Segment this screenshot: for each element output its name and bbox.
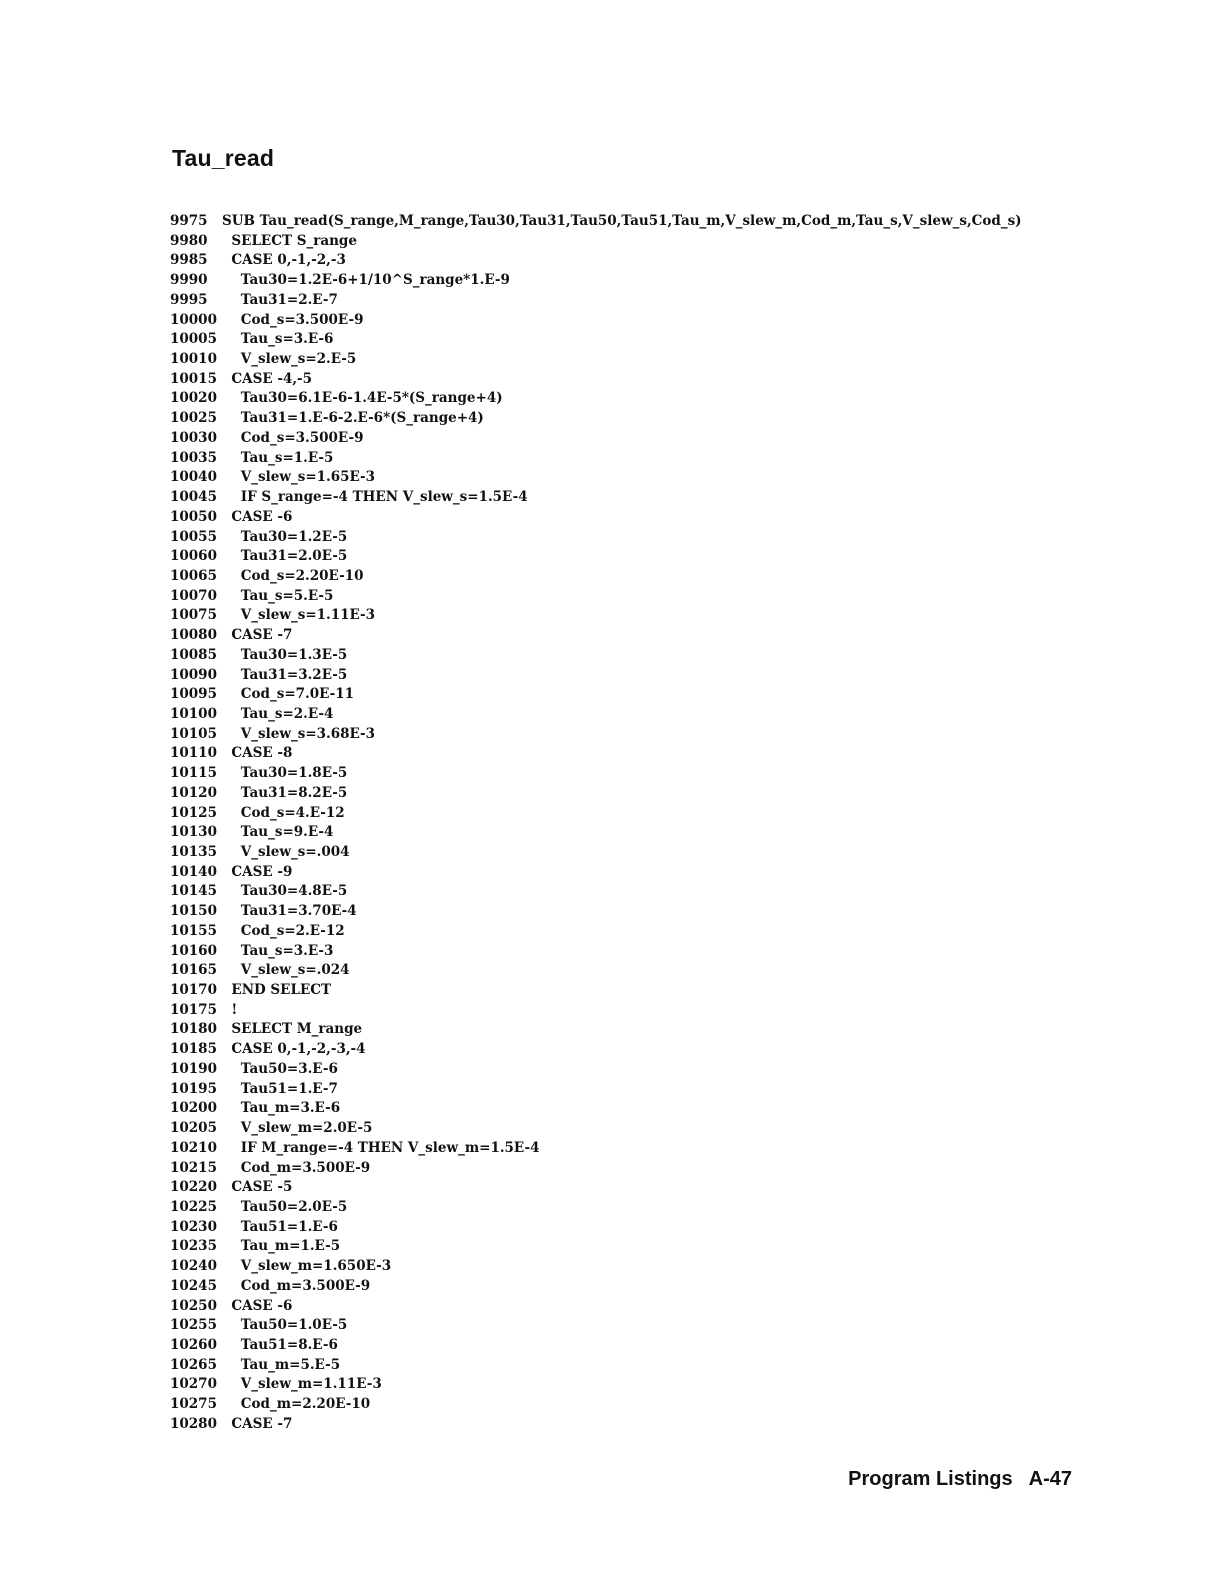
code-line bbox=[170, 764, 1022, 784]
code-line bbox=[170, 1356, 1022, 1376]
code-line bbox=[170, 389, 1022, 409]
footer-page-number: A-47 bbox=[1028, 1468, 1072, 1490]
code-line bbox=[170, 882, 1022, 902]
line-number: 10065 bbox=[170, 567, 217, 584]
line-number: 10040 bbox=[170, 469, 217, 486]
line-number: 10135 bbox=[170, 844, 217, 860]
code-line bbox=[170, 1060, 1022, 1080]
line-code: Tau31=8.2E-5 bbox=[222, 784, 348, 801]
line-number: 10000 bbox=[170, 311, 217, 328]
line-number: 10230 bbox=[170, 1218, 217, 1235]
code-line bbox=[170, 981, 1022, 1001]
line-code: Tau31=1.E-6-2.E-6*(S_range+4) bbox=[222, 410, 484, 427]
code-line bbox=[170, 863, 1022, 883]
line-code: CASE 0,-1,-2,-3,-4 bbox=[222, 1041, 366, 1058]
page-title: Tau_read bbox=[172, 145, 275, 171]
line-code: CASE -7 bbox=[222, 627, 293, 644]
code-line bbox=[170, 1277, 1022, 1297]
line-code: END SELECT bbox=[222, 982, 332, 999]
footer-section-title: Program Listings bbox=[848, 1468, 1013, 1490]
code-line bbox=[170, 449, 1022, 469]
code-line bbox=[170, 1297, 1022, 1317]
code-line bbox=[170, 1178, 1022, 1198]
line-code: Cod_s=2.E-12 bbox=[222, 922, 345, 939]
line-number: 10245 bbox=[170, 1277, 217, 1294]
line-number: 10025 bbox=[170, 410, 217, 427]
line-code: Tau_m=1.E-5 bbox=[222, 1238, 341, 1255]
line-number: 10265 bbox=[170, 1356, 217, 1373]
line-code: Tau_s=2.E-4 bbox=[222, 705, 334, 722]
line-code: CASE -7 bbox=[222, 1415, 293, 1432]
line-code: ! bbox=[222, 1001, 238, 1018]
line-number: 10105 bbox=[170, 725, 217, 742]
line-code: Tau30=6.1E-6-1.4E-5*(S_range+4) bbox=[222, 390, 503, 407]
line-code: SELECT S_range bbox=[222, 232, 357, 249]
line-number: 10215 bbox=[170, 1159, 217, 1176]
line-code: Tau50=2.0E-5 bbox=[222, 1198, 348, 1215]
line-number: 10095 bbox=[170, 686, 217, 703]
line-code: Cod_s=3.500E-9 bbox=[222, 311, 364, 328]
code-line bbox=[170, 784, 1022, 804]
code-line bbox=[170, 646, 1022, 666]
line-number: 10110 bbox=[170, 745, 217, 762]
line-code: Tau51=1.E-6 bbox=[222, 1218, 338, 1235]
line-code: Tau_s=3.E-3 bbox=[222, 942, 334, 959]
line-number: 10030 bbox=[170, 429, 217, 446]
line-code: V_slew_s=.024 bbox=[222, 962, 350, 979]
code-line bbox=[170, 1316, 1022, 1336]
line-code: V_slew_s=1.65E-3 bbox=[222, 469, 376, 486]
line-number: 10050 bbox=[170, 508, 217, 525]
code-line bbox=[170, 1336, 1022, 1356]
code-line bbox=[170, 744, 1022, 764]
code-line bbox=[170, 961, 1022, 981]
code-line bbox=[170, 212, 1022, 232]
code-line bbox=[170, 409, 1022, 429]
line-number: 10210 bbox=[170, 1139, 217, 1156]
line-code: V_slew_s=3.68E-3 bbox=[222, 725, 376, 742]
line-number: 10145 bbox=[170, 883, 217, 900]
code-line bbox=[170, 1020, 1022, 1040]
line-number: 9980 bbox=[170, 232, 208, 249]
line-number: 10160 bbox=[170, 942, 217, 959]
code-line bbox=[170, 725, 1022, 745]
code-line bbox=[170, 587, 1022, 607]
line-code: IF M_range=-4 THEN V_slew_m=1.5E-4 bbox=[222, 1139, 540, 1156]
line-code: Tau50=3.E-6 bbox=[222, 1060, 338, 1077]
code-line bbox=[170, 1415, 1022, 1435]
code-line bbox=[170, 370, 1022, 390]
line-code: Tau_s=3.E-6 bbox=[222, 331, 334, 348]
code-line bbox=[170, 685, 1022, 705]
line-code: Cod_m=3.500E-9 bbox=[222, 1277, 371, 1294]
line-number: 10035 bbox=[170, 449, 217, 466]
code-line bbox=[170, 508, 1022, 528]
line-number: 9975 bbox=[170, 213, 208, 229]
code-line bbox=[170, 922, 1022, 942]
line-code: Tau31=3.2E-5 bbox=[222, 666, 348, 683]
code-line bbox=[170, 606, 1022, 626]
line-code: Tau51=8.E-6 bbox=[222, 1336, 338, 1353]
line-code: V_slew_m=2.0E-5 bbox=[222, 1120, 373, 1137]
line-number: 10205 bbox=[170, 1120, 217, 1137]
code-line bbox=[170, 1257, 1022, 1277]
line-code: Tau_s=5.E-5 bbox=[222, 587, 334, 604]
line-code: Tau51=1.E-7 bbox=[222, 1080, 338, 1097]
line-code: Tau31=3.70E-4 bbox=[222, 903, 357, 920]
line-code: Tau30=4.8E-5 bbox=[222, 883, 348, 900]
line-number: 10150 bbox=[170, 903, 217, 920]
line-number: 10115 bbox=[170, 765, 217, 782]
code-line bbox=[170, 429, 1022, 449]
code-line bbox=[170, 350, 1022, 370]
line-number: 10185 bbox=[170, 1041, 217, 1058]
line-number: 10235 bbox=[170, 1238, 217, 1255]
line-number: 10220 bbox=[170, 1179, 217, 1196]
line-number: 10240 bbox=[170, 1258, 217, 1275]
line-number: 10015 bbox=[170, 370, 217, 387]
code-line bbox=[170, 1375, 1022, 1395]
line-number: 10225 bbox=[170, 1198, 217, 1215]
line-number: 10200 bbox=[170, 1100, 217, 1117]
code-line bbox=[170, 902, 1022, 922]
line-code: CASE -4,-5 bbox=[222, 370, 313, 387]
code-line bbox=[170, 1099, 1022, 1119]
line-code: V_slew_s=1.11E-3 bbox=[222, 607, 376, 624]
line-code: Tau30=1.2E-6+1/10^S_range*1.E-9 bbox=[222, 272, 510, 289]
line-code: CASE 0,-1,-2,-3 bbox=[222, 252, 346, 269]
line-code: Cod_m=3.500E-9 bbox=[222, 1159, 371, 1176]
line-code: V_slew_m=1.11E-3 bbox=[222, 1376, 382, 1393]
code-line bbox=[170, 823, 1022, 843]
line-number: 10085 bbox=[170, 646, 217, 663]
line-number: 10125 bbox=[170, 804, 217, 821]
line-code: CASE -9 bbox=[222, 863, 293, 880]
line-code: CASE -6 bbox=[222, 508, 293, 525]
line-number: 10165 bbox=[170, 962, 217, 979]
line-number: 10070 bbox=[170, 587, 217, 604]
line-number: 10020 bbox=[170, 390, 217, 407]
line-code: Tau_s=1.E-5 bbox=[222, 449, 334, 466]
line-number: 10270 bbox=[170, 1376, 217, 1393]
line-number: 10060 bbox=[170, 548, 217, 565]
line-code: Cod_s=3.500E-9 bbox=[222, 429, 364, 446]
line-number: 10170 bbox=[170, 982, 217, 999]
line-number: 10010 bbox=[170, 351, 217, 368]
code-line bbox=[170, 528, 1022, 548]
line-number: 9990 bbox=[170, 272, 208, 289]
line-code: CASE -5 bbox=[222, 1179, 293, 1196]
line-number: 10250 bbox=[170, 1297, 217, 1314]
line-code: Tau_s=9.E-4 bbox=[222, 824, 334, 841]
line-number: 10195 bbox=[170, 1080, 217, 1097]
line-code: Tau_m=5.E-5 bbox=[222, 1356, 341, 1373]
code-line bbox=[170, 1080, 1022, 1100]
line-code: SELECT M_range bbox=[222, 1021, 363, 1038]
line-code: Tau_m=3.E-6 bbox=[222, 1100, 341, 1117]
line-code: Tau30=1.2E-5 bbox=[222, 528, 348, 545]
line-code: IF S_range=-4 THEN V_slew_s=1.5E-4 bbox=[222, 489, 528, 506]
code-line bbox=[170, 1218, 1022, 1238]
code-line bbox=[170, 330, 1022, 350]
line-number: 10005 bbox=[170, 331, 217, 348]
code-line bbox=[170, 547, 1022, 567]
code-line bbox=[170, 843, 1022, 863]
code-line bbox=[170, 1159, 1022, 1179]
program-listing bbox=[170, 212, 1022, 1435]
code-line bbox=[170, 468, 1022, 488]
line-code: CASE -6 bbox=[222, 1297, 293, 1314]
line-code: V_slew_s=2.E-5 bbox=[222, 351, 357, 368]
line-number: 10255 bbox=[170, 1317, 217, 1334]
code-line bbox=[170, 271, 1022, 291]
line-number: 10190 bbox=[170, 1060, 217, 1077]
line-code: Cod_m=2.20E-10 bbox=[222, 1396, 371, 1413]
line-number: 10120 bbox=[170, 784, 217, 801]
line-code: Tau31=2.E-7 bbox=[222, 291, 338, 308]
line-number: 10155 bbox=[170, 922, 217, 939]
line-number: 10045 bbox=[170, 489, 217, 506]
line-number: 10260 bbox=[170, 1336, 217, 1353]
line-code: Cod_s=4.E-12 bbox=[222, 804, 345, 821]
code-line bbox=[170, 291, 1022, 311]
code-line bbox=[170, 804, 1022, 824]
line-number: 10100 bbox=[170, 705, 217, 722]
line-code: V_slew_m=1.650E-3 bbox=[222, 1258, 392, 1275]
line-number: 10055 bbox=[170, 528, 217, 545]
code-line bbox=[170, 626, 1022, 646]
line-code: CASE -8 bbox=[222, 745, 293, 762]
line-number: 10275 bbox=[170, 1396, 217, 1413]
line-number: 10140 bbox=[170, 863, 217, 880]
line-number: 10280 bbox=[170, 1415, 217, 1432]
line-code: V_slew_s=.004 bbox=[222, 844, 350, 860]
code-line bbox=[170, 1139, 1022, 1159]
line-code: Tau30=1.3E-5 bbox=[222, 646, 348, 663]
code-line bbox=[170, 1395, 1022, 1415]
line-number: 10180 bbox=[170, 1021, 217, 1038]
line-code: SUB Tau_read(S_range,M_range,Tau30,Tau31,Tau50,Tau51,Tau_m,V_slew_m,Cod_m,Tau_s,V_slew_s,Cod_s) bbox=[222, 213, 1022, 229]
code-line bbox=[170, 1119, 1022, 1139]
line-number: 10090 bbox=[170, 666, 217, 683]
code-line bbox=[170, 488, 1022, 508]
page-footer bbox=[848, 1468, 1072, 1491]
code-line bbox=[170, 942, 1022, 962]
code-line bbox=[170, 1198, 1022, 1218]
line-number: 10175 bbox=[170, 1001, 217, 1018]
code-line bbox=[170, 1001, 1022, 1021]
line-number: 9995 bbox=[170, 291, 208, 308]
line-code: Cod_s=2.20E-10 bbox=[222, 567, 364, 584]
line-number: 10080 bbox=[170, 627, 217, 644]
code-line bbox=[170, 232, 1022, 252]
line-code: Tau50=1.0E-5 bbox=[222, 1317, 348, 1334]
line-number: 10075 bbox=[170, 607, 217, 624]
code-line bbox=[170, 1237, 1022, 1257]
line-number: 9985 bbox=[170, 252, 208, 269]
code-line bbox=[170, 666, 1022, 686]
line-code: Cod_s=7.0E-11 bbox=[222, 686, 355, 703]
code-line bbox=[170, 705, 1022, 725]
line-code: Tau31=2.0E-5 bbox=[222, 548, 348, 565]
code-line bbox=[170, 251, 1022, 271]
code-line bbox=[170, 567, 1022, 587]
line-code: Tau30=1.8E-5 bbox=[222, 765, 348, 782]
code-line bbox=[170, 311, 1022, 331]
code-line bbox=[170, 1040, 1022, 1060]
line-number: 10130 bbox=[170, 824, 217, 841]
